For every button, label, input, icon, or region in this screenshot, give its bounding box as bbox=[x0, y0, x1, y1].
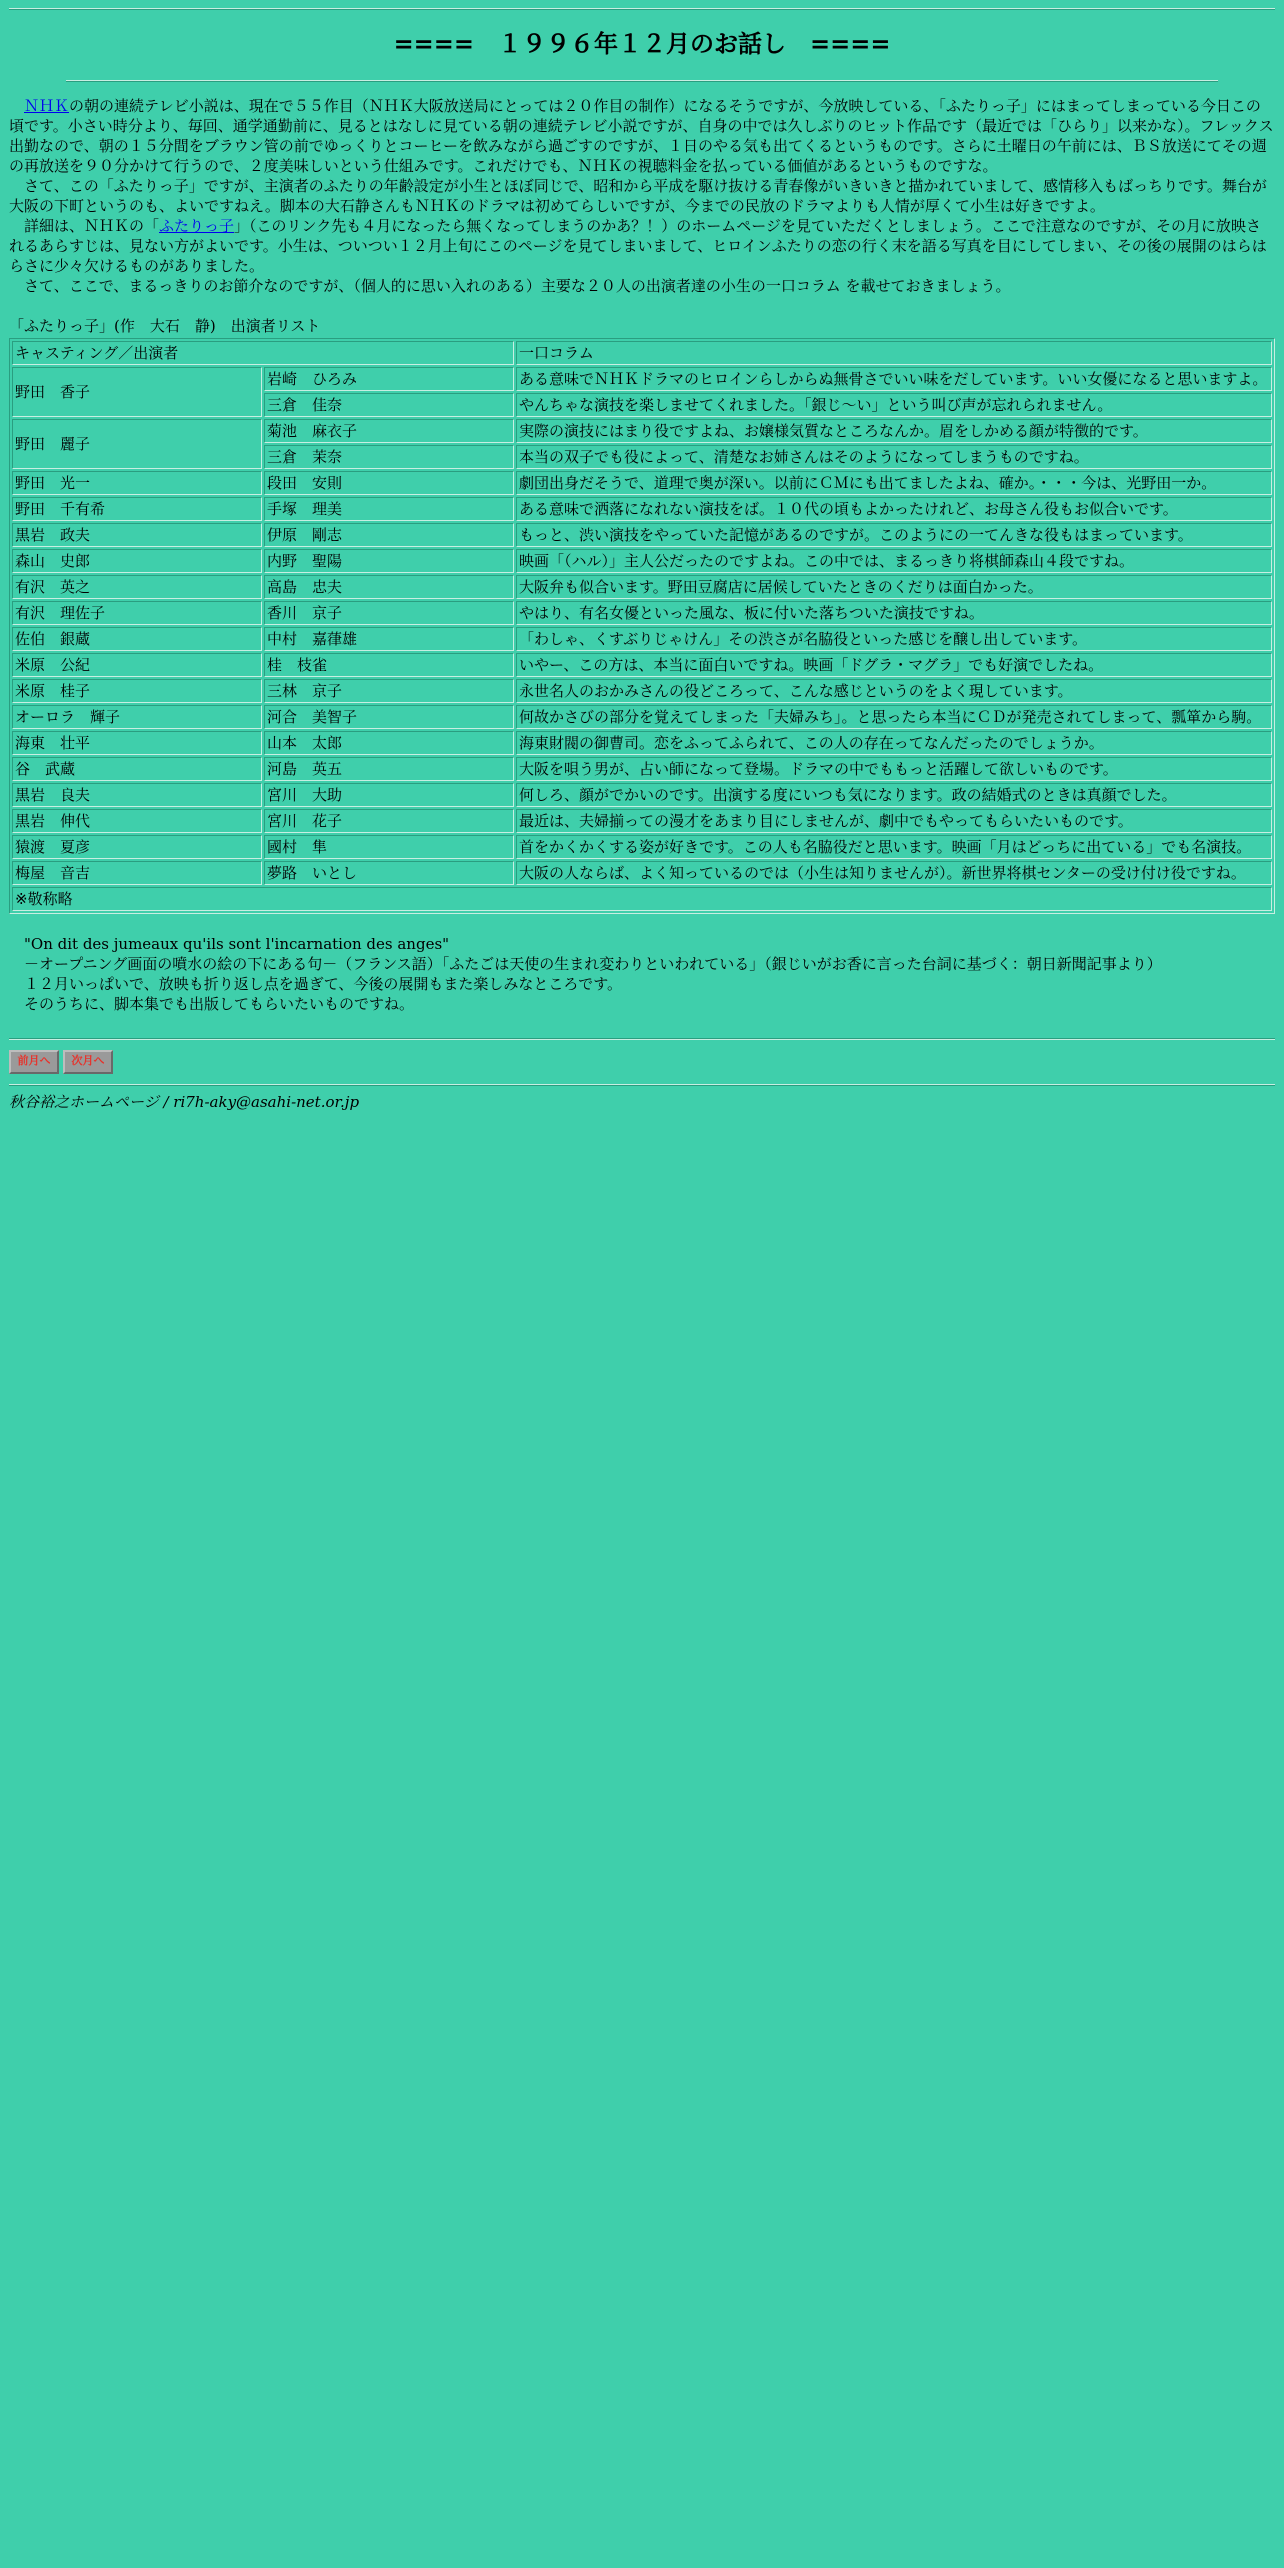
comment-cell: やんちゃな演技を楽しませてくれました。「銀じ～い」という叫び声が忘れられません。 bbox=[516, 393, 1272, 417]
table-row bbox=[12, 497, 1272, 521]
page-title: ==== １９９６年１２月のお話し ==== bbox=[393, 30, 891, 58]
actor-cell: 岩崎 ひろみ bbox=[264, 367, 514, 391]
comment-cell: 大阪の人ならば、よく知っているのでは（小生は知りませんが）。新世界将棋センターの受け付け役ですね。 bbox=[516, 861, 1272, 885]
comment-cell: 何故かさびの部分を覚えてしまった「夫婦みち」。と思ったら本当にＣＤが発売されてしまって、瓢箪から駒。 bbox=[516, 705, 1272, 729]
role-cell: 黒岩 良夫 bbox=[12, 783, 262, 807]
actor-cell: 段田 安則 bbox=[264, 471, 514, 495]
table-row bbox=[12, 783, 1272, 807]
role-cell: 野田 千有希 bbox=[12, 497, 262, 521]
actor-cell: 伊原 剛志 bbox=[264, 523, 514, 547]
table-row bbox=[12, 523, 1272, 547]
table-row bbox=[12, 627, 1272, 651]
nhk-link[interactable]: ＮＨＫ bbox=[24, 97, 70, 115]
actor-cell: 國村 隼 bbox=[264, 835, 514, 859]
actor-cell: 三倉 茉奈 bbox=[264, 445, 514, 469]
comment-cell: 劇団出身だそうで、道理で奥が深い。以前にＣＭにも出てましたよね、確か。・・・今は、光野田一か。 bbox=[516, 471, 1272, 495]
role-cell: 米原 桂子 bbox=[12, 679, 262, 703]
table-row bbox=[12, 861, 1272, 885]
actor-cell: 夢路 いとし bbox=[264, 861, 514, 885]
table-row bbox=[12, 757, 1272, 781]
actor-cell: 菊池 麻衣子 bbox=[264, 419, 514, 443]
actor-cell: 宮川 花子 bbox=[264, 809, 514, 833]
table-footnote-row bbox=[12, 887, 1272, 911]
comment-cell: 永世名人のおかみさんの役どころって、こんな感じというのをよく現しています。 bbox=[516, 679, 1272, 703]
prev-month-button[interactable]: 前月へ bbox=[9, 1050, 59, 1074]
actor-cell: 手塚 理美 bbox=[264, 497, 514, 521]
next-month-button[interactable]: 次月へ bbox=[63, 1050, 113, 1074]
role-cell: 米原 公紀 bbox=[12, 653, 262, 677]
comment-cell: 実際の演技にはまり役ですよね、お嬢様気質なところなんか。眉をしかめる顔が特徴的です。 bbox=[516, 419, 1272, 443]
futarikko-link[interactable]: ふたりっ子 bbox=[159, 217, 235, 235]
closing-quote bbox=[24, 934, 1275, 1014]
comment-cell: 最近は、夫婦揃っての漫才をあまり目にしませんが、劇中でもやってもらいたいものです。 bbox=[516, 809, 1272, 833]
actor-cell: 三倉 佳奈 bbox=[264, 393, 514, 417]
comment-cell: いやー、この方は、本当に面白いですね。映画「ドグラ・マグラ」でも好演でしたね。 bbox=[516, 653, 1272, 677]
actor-cell: 高島 忠夫 bbox=[264, 575, 514, 599]
comment-cell: ある意味でＮＨＫドラマのヒロインらしからぬ無骨さでいい味をだしています。いい女優になると思いますよ。 bbox=[516, 367, 1272, 391]
closing-line-1: １２月いっぱいで、放映も折り返し点を過ぎて、今後の展開もまた楽しみなところです。 bbox=[24, 975, 623, 993]
actor-cell: 桂 枝雀 bbox=[264, 653, 514, 677]
role-cell: 野田 光一 bbox=[12, 471, 262, 495]
spacer bbox=[9, 296, 1275, 316]
intro-paragraph-1 bbox=[9, 96, 1275, 176]
bottom-divider bbox=[9, 1084, 1275, 1086]
role-cell: 谷 武蔵 bbox=[12, 757, 262, 781]
table-row bbox=[12, 731, 1272, 755]
header-casting: キャスティング／出演者 bbox=[12, 341, 514, 365]
role-cell: 黒岩 政夫 bbox=[12, 523, 262, 547]
comment-cell: 「わしゃ、くすぶりじゃけん」その渋さが名脇役といった感じを醸し出しています。 bbox=[516, 627, 1272, 651]
intro-p1-text: の朝の連続テレビ小説は、現在で５５作目（ＮＨＫ大阪放送局にとっては２０作目の制作）になるそうですが、今放映している、「ふたりっ子」にはまってしまっている今日この頃です。小さい時分より、毎回、通学通勤前に、見るとはなしに見ている朝の連続テレビ小説ですが、自身の中では久しぶりのヒット作品です（最近では「ひらり」以来かな）。フレックス出勤なので、朝の１５分間をブラウン管の前でゆっくりとコーヒーを飲みながら過ごすのですが、１日のやる気も出てくるというものです。さらに土曜日の午前には、ＢＳ放送にてその週の再放送を９０分かけて行うので、２度美味しいという仕組みです。これだけでも、ＮＨＫの視聴料金を払っている価値があるというものですな。 bbox=[9, 97, 1274, 175]
table-row bbox=[12, 679, 1272, 703]
actor-cell: 河島 英五 bbox=[264, 757, 514, 781]
table-row bbox=[12, 705, 1272, 729]
role-cell: 佐伯 銀蔵 bbox=[12, 627, 262, 651]
title-divider bbox=[66, 80, 1218, 82]
role-cell: オーロラ 輝子 bbox=[12, 705, 262, 729]
comment-cell: 大阪弁も似合います。野田豆腐店に居候していたときのくだりは面白かった。 bbox=[516, 575, 1272, 599]
page bbox=[0, 0, 1284, 1112]
comment-cell: 本当の双子でも役によって、清楚なお姉さんはそのようになってしまうものですね。 bbox=[516, 445, 1272, 469]
comment-cell: やはり、有名女優といった風な、板に付いた落ちついた演技ですね。 bbox=[516, 601, 1272, 625]
role-cell: 有沢 理佐子 bbox=[12, 601, 262, 625]
closing-line-2: そのうちに、脚本集でも出版してもらいたいものですね。 bbox=[24, 995, 415, 1013]
comment-cell: ある意味で洒落になれない演技をば。１０代の頃もよかったけれど、お母さん役もお似合いです。 bbox=[516, 497, 1272, 521]
footer-address: 秋谷裕之ホームページ / ri7h-aky@asahi-net.or.jp bbox=[9, 1093, 360, 1111]
table-row bbox=[12, 653, 1272, 677]
table-caption: 「ふたりっ子」(作 大石 静) 出演者リスト bbox=[9, 317, 321, 335]
quote-note: －オープニング画面の噴水の絵の下にある句－（フランス語）「ふたごは天使の生まれ変わりといわれている」（銀じいがお香に言った台詞に基づく：朝日新聞記事より） bbox=[24, 955, 1162, 973]
actor-cell: 中村 嘉葎雄 bbox=[264, 627, 514, 651]
comment-cell: 首をかくかくする姿が好きです。この人も名脇役だと思います。映画「月はどっちに出ている」でも名演技。 bbox=[516, 835, 1272, 859]
actor-cell: 香川 京子 bbox=[264, 601, 514, 625]
table-row bbox=[12, 367, 1272, 391]
role-cell: 猿渡 夏彦 bbox=[12, 835, 262, 859]
table-row bbox=[12, 419, 1272, 443]
role-cell: 野田 香子 bbox=[12, 367, 262, 417]
role-cell: 有沢 英之 bbox=[12, 575, 262, 599]
footer-divider bbox=[9, 1038, 1275, 1040]
table-row bbox=[12, 471, 1272, 495]
intro-paragraph-2: さて、この「ふたりっ子」ですが、主演者のふたりの年齢設定が小生とほぼ同じで、昭和から平成を駆け抜ける青春像がいきいきと描かれていまして、感情移入もばっちりです。舞台が大阪の下町というのも、よいですねえ。脚本の大石静さんもＮＨＫのドラマは初めてらしいですが、今までの民放のドラマよりも人情が厚くて小生は好きですよ。 bbox=[9, 177, 1267, 215]
comment-cell: もっと、渋い演技をやっていた記憶があるのですが。このようにの一てんきな役もはまっています。 bbox=[516, 523, 1272, 547]
intro-paragraph-3 bbox=[9, 216, 1275, 276]
intro-paragraph-4: さて、ここで、まるっきりのお節介なのですが、（個人的に思い入れのある）主要な２０人の出演者達の小生の一口コラム を載せておきましょう。 bbox=[24, 277, 1011, 295]
actor-cell: 宮川 大助 bbox=[264, 783, 514, 807]
role-cell: 海東 壮平 bbox=[12, 731, 262, 755]
role-cell: 野田 麗子 bbox=[12, 419, 262, 469]
actor-cell: 山本 太郎 bbox=[264, 731, 514, 755]
cast-table-body bbox=[12, 341, 1272, 911]
top-divider bbox=[9, 8, 1275, 10]
comment-cell: 映画「（ハル）」主人公だったのですよね。この中では、まるっきり将棋師森山４段ですね。 bbox=[516, 549, 1272, 573]
table-row bbox=[12, 549, 1272, 573]
comment-cell: 大阪を唄う男が、占い師になって登場。ドラマの中でももっと活躍して欲しいものです。 bbox=[516, 757, 1272, 781]
actor-cell: 河合 美智子 bbox=[264, 705, 514, 729]
table-row bbox=[12, 835, 1272, 859]
actor-cell: 内野 聖陽 bbox=[264, 549, 514, 573]
role-cell: 黒岩 伸代 bbox=[12, 809, 262, 833]
table-row bbox=[12, 601, 1272, 625]
table-footnote: ※敬称略 bbox=[12, 887, 1272, 911]
role-cell: 梅屋 音吉 bbox=[12, 861, 262, 885]
intro-p3-after: 」（このリンク先も４月になったら無くなってしまうのかあ？！）のホームページを見ていただくとしましょう。ここで注意なのですが、その月に放映されるあらすじは、見ない方がよいです。小生は、ついつい１２月上旬にこのページを見てしまいまして、ヒロインふたりの恋の行く末を語る写真を目にしてしまい、その後の展開のはらはらさに少々欠けるものがありました。 bbox=[9, 217, 1267, 275]
comment-cell: 海東財閥の御曹司。恋をふってふられて、この人の存在ってなんだったのでしょうか。 bbox=[516, 731, 1272, 755]
table-row bbox=[12, 575, 1272, 599]
actor-cell: 三林 京子 bbox=[264, 679, 514, 703]
header-column: 一口コラム bbox=[516, 341, 1272, 365]
cast-table bbox=[9, 338, 1275, 914]
french-quote: "On dit des jumeaux qu'ils sont l'incarnation des anges" bbox=[24, 935, 450, 953]
role-cell: 森山 史郎 bbox=[12, 549, 262, 573]
table-row bbox=[12, 809, 1272, 833]
intro-p3-before: 詳細は、ＮＨＫの「 bbox=[24, 217, 160, 235]
comment-cell: 何しろ、顔がでかいのです。出演する度にいつも気になります。政の結婚式のときは真顔でした。 bbox=[516, 783, 1272, 807]
month-nav bbox=[9, 1050, 1275, 1074]
table-header-row bbox=[12, 341, 1272, 365]
